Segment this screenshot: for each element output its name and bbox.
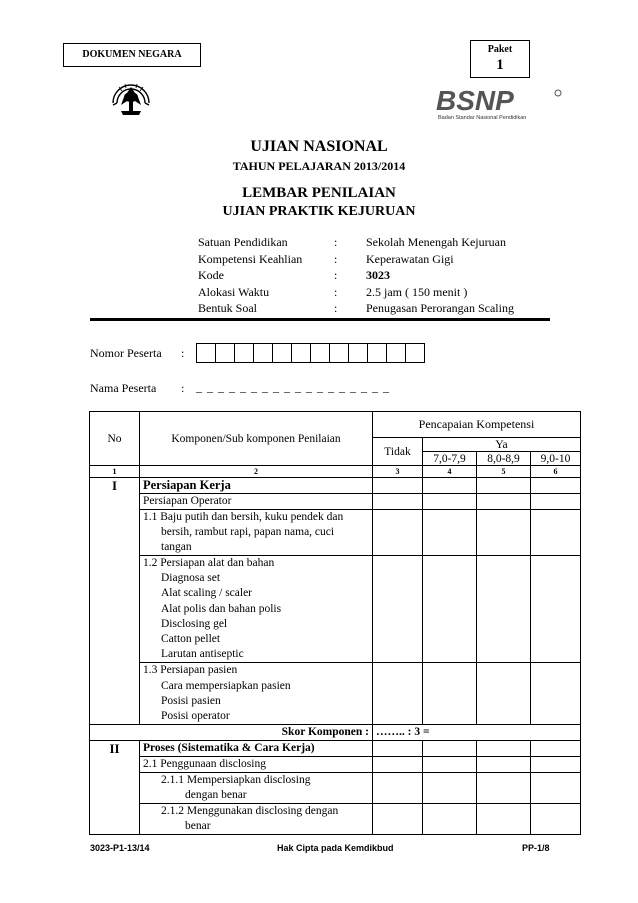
nomor-digit-box[interactable]: [292, 344, 311, 362]
info-colon: :: [334, 301, 338, 315]
info-key: Kompetensi Keahlian: [198, 251, 303, 266]
score-cell[interactable]: [477, 510, 531, 556]
score-cell[interactable]: [531, 741, 581, 757]
header-range-3: 9,0-10: [531, 452, 581, 466]
col-num: 3: [373, 466, 423, 478]
score-cell[interactable]: [373, 494, 423, 510]
sheet-title: LEMBAR PENILAIAN: [242, 185, 396, 201]
item-line: Disclosing gel: [161, 617, 228, 630]
score-cell[interactable]: [373, 556, 423, 663]
header-tidak: Tidak: [373, 438, 423, 466]
footer-page: PP-1/8: [522, 843, 550, 853]
score-cell[interactable]: [373, 478, 423, 494]
info-key: Alokasi Waktu: [198, 284, 270, 299]
score-value[interactable]: …….. : 3 =: [373, 725, 581, 741]
score-cell[interactable]: [531, 804, 581, 835]
score-cell[interactable]: [423, 494, 477, 510]
info-value: 2.5 jam ( 150 menit ): [366, 284, 468, 299]
nomor-digit-box[interactable]: [216, 344, 235, 362]
component-item: [140, 510, 373, 556]
assessment-table: [89, 411, 581, 835]
item-line: tangan: [161, 541, 192, 553]
score-cell[interactable]: [531, 494, 581, 510]
col-num: 4: [423, 466, 477, 478]
nomor-digit-box[interactable]: [235, 344, 254, 362]
score-cell[interactable]: [423, 556, 477, 663]
score-cell[interactable]: [477, 804, 531, 835]
nama-peserta-label: Nama Peserta: [90, 381, 157, 395]
header-range-1: 7,0-7,9: [423, 452, 477, 466]
nama-peserta-colon: :: [181, 381, 185, 395]
item-line: 2.1.1 Mempersiapkan disclosing: [161, 774, 311, 787]
section-number: II: [90, 741, 140, 835]
info-colon: :: [334, 251, 338, 266]
exam-info: [198, 234, 514, 317]
item-line: Alat scaling / scaler: [161, 587, 253, 600]
item-line: Alat polis dan bahan polis: [161, 602, 282, 615]
col-num: 1: [90, 466, 140, 478]
score-cell[interactable]: [531, 757, 581, 773]
table-row: [90, 757, 581, 773]
table-row: [90, 556, 581, 663]
score-cell[interactable]: [373, 510, 423, 556]
info-value: Penugasan Perorangan Scaling: [366, 301, 514, 315]
score-cell[interactable]: [423, 804, 477, 835]
info-value: Keperawatan Gigi: [366, 251, 454, 266]
score-cell[interactable]: [477, 663, 531, 725]
column-number-row: [90, 466, 581, 478]
table-row: [90, 510, 581, 556]
nomor-digit-box[interactable]: [254, 344, 273, 362]
score-row: [90, 725, 581, 741]
item-line: benar: [185, 820, 211, 833]
score-cell[interactable]: [477, 741, 531, 757]
info-colon: :: [334, 235, 338, 249]
info-key: Satuan Pendidikan: [198, 235, 288, 249]
nomor-digit-box[interactable]: [311, 344, 330, 362]
item-line: 1.3 Persiapan pasien: [143, 664, 238, 677]
table-row: [90, 773, 581, 804]
nomor-digit-box[interactable]: [197, 344, 216, 362]
score-cell[interactable]: [423, 663, 477, 725]
score-cell[interactable]: [423, 478, 477, 494]
score-cell[interactable]: [477, 556, 531, 663]
nomor-digit-box[interactable]: [368, 344, 387, 362]
info-row: [198, 251, 514, 268]
item-line: Posisi operator: [161, 710, 230, 723]
bsnp-subtitle: Badan Standar Nasional Pendidikan: [438, 115, 527, 121]
nomor-digit-box[interactable]: [330, 344, 349, 362]
item-line: Catton pellet: [161, 633, 221, 646]
footer-copyright: Hak Cipta pada Kemdikbud: [277, 843, 394, 853]
document-label: DOKUMEN NEGARA: [63, 43, 201, 67]
header-achievement: Pencapaian Kompetensi: [373, 412, 581, 438]
score-cell[interactable]: [477, 757, 531, 773]
score-cell[interactable]: [423, 773, 477, 804]
table-row: [90, 741, 581, 757]
paket-box: [470, 40, 530, 78]
score-cell[interactable]: [477, 494, 531, 510]
score-cell[interactable]: [373, 757, 423, 773]
exam-year: TAHUN PELAJARAN 2013/2014: [232, 159, 406, 173]
score-cell[interactable]: [531, 773, 581, 804]
section-title: Proses (Sistematika & Cara Kerja): [140, 741, 373, 757]
component-item: [140, 773, 373, 804]
item-line: 1.1 Baju putih dan bersih, kuku pendek dan: [143, 511, 344, 523]
score-cell[interactable]: [531, 510, 581, 556]
item-line: Posisi pasien: [161, 694, 221, 707]
table-row: [90, 804, 581, 835]
score-cell[interactable]: [373, 804, 423, 835]
info-row: [198, 267, 514, 284]
table-row: [90, 494, 581, 510]
info-key: Bentuk Soal: [198, 301, 257, 315]
table-row: [90, 478, 581, 494]
nama-peserta-line[interactable]: _ _ _ _ _ _ _ _ _ _ _ _ _ _ _ _ _ _: [196, 380, 390, 394]
item-line: 1.2 Persiapan alat dan bahan: [143, 557, 275, 569]
nomor-peserta-colon: :: [181, 346, 185, 360]
bsnp-logo-text: BSNP: [436, 88, 514, 114]
info-row: [198, 234, 514, 251]
component-item: [140, 556, 373, 663]
score-cell[interactable]: [477, 773, 531, 804]
header-range-2: 8,0-8,9: [477, 452, 531, 466]
paket-label: Paket: [487, 44, 513, 55]
info-key: Kode: [198, 268, 224, 282]
col-num: 2: [140, 466, 373, 478]
nomor-digit-box[interactable]: [406, 344, 424, 362]
paket-number: 1: [496, 57, 504, 73]
info-colon: :: [334, 268, 338, 282]
divider-rule: [90, 318, 550, 321]
exam-title: UJIAN NASIONAL: [250, 138, 388, 155]
score-cell[interactable]: [423, 757, 477, 773]
table-row: [90, 663, 581, 725]
col-num: 6: [531, 466, 581, 478]
info-value: 3023: [366, 268, 390, 282]
col-num: 5: [477, 466, 531, 478]
info-row: [198, 284, 514, 301]
score-cell[interactable]: [373, 741, 423, 757]
section-number: I: [90, 478, 140, 725]
footer-code: 3023-P1-13/14: [90, 843, 150, 853]
tut-wuri-handayani-logo: [107, 75, 155, 128]
item-line: Diagnosa set: [161, 572, 221, 585]
subsection-title: 2.1 Penggunaan disclosing: [140, 757, 373, 773]
score-cell[interactable]: [423, 510, 477, 556]
item-line: bersih, rambut rapi, papan nama, cuci: [161, 526, 335, 538]
score-cell[interactable]: [373, 773, 423, 804]
item-line: Cara mempersiapkan pasien: [161, 679, 291, 692]
item-line: dengan benar: [185, 789, 247, 802]
header-ya: Ya: [423, 438, 581, 452]
info-value: Sekolah Menengah Kejuruan: [366, 235, 506, 249]
nomor-peserta-label: Nomor Peserta: [90, 346, 162, 360]
header-no: No: [90, 412, 140, 466]
component-item: [140, 663, 373, 725]
nomor-peserta-boxes[interactable]: [196, 343, 425, 363]
info-row: [198, 300, 514, 317]
score-cell[interactable]: [477, 478, 531, 494]
practice-title: UJIAN PRAKTIK KEJURUAN: [222, 204, 416, 219]
info-colon: :: [334, 284, 338, 299]
subsection-title: Persiapan Operator: [140, 494, 373, 510]
nomor-digit-box[interactable]: [387, 344, 406, 362]
score-label: Skor Komponen :: [90, 725, 373, 741]
item-line: Larutan antiseptic: [161, 648, 244, 661]
score-cell[interactable]: [531, 478, 581, 494]
score-cell[interactable]: [531, 556, 581, 663]
nomor-digit-box[interactable]: [273, 344, 292, 362]
score-cell[interactable]: [531, 663, 581, 725]
score-cell[interactable]: [373, 663, 423, 725]
section-title: Persiapan Kerja: [140, 478, 373, 494]
score-cell[interactable]: [423, 741, 477, 757]
header-component: Komponen/Sub komponen Penilaian: [140, 412, 373, 466]
item-line: 2.1.2 Menggunakan disclosing dengan: [161, 805, 339, 818]
nomor-digit-box[interactable]: [349, 344, 368, 362]
component-item: [140, 804, 373, 835]
